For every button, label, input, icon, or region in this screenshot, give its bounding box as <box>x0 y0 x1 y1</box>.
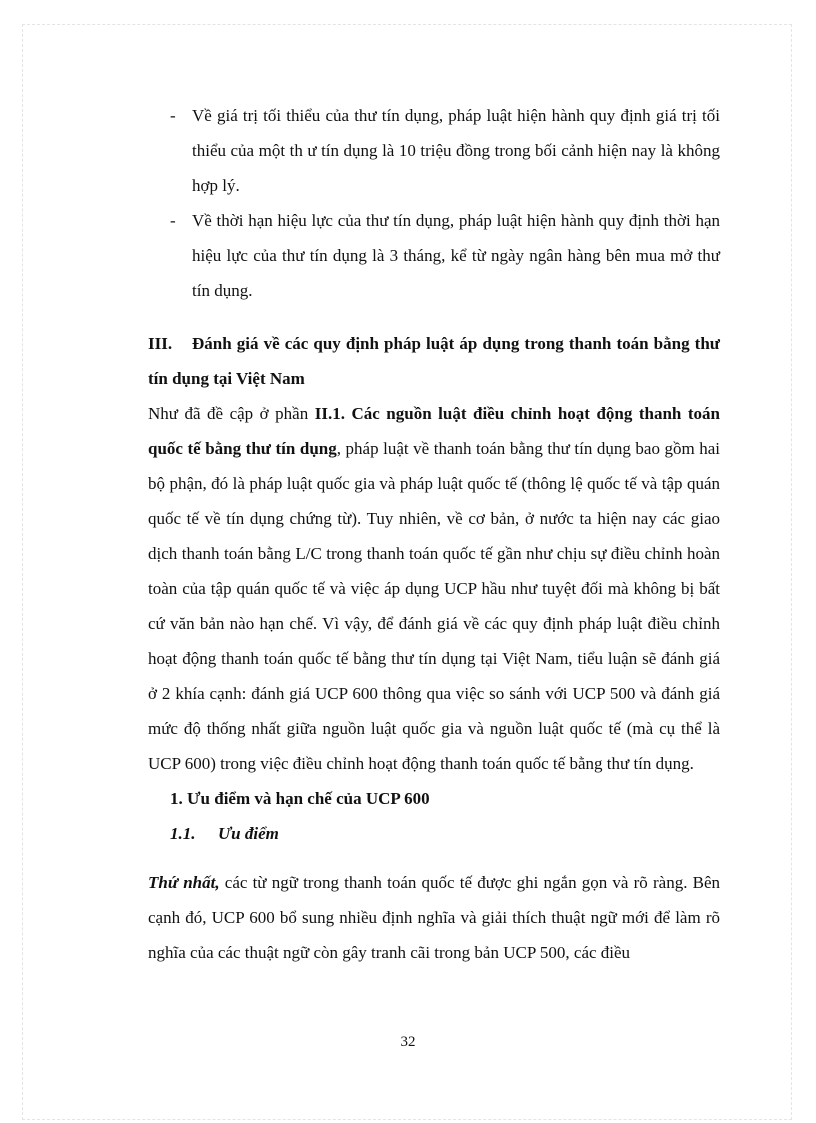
intro-bold-reference: II.1. Các nguồn luật điều chỉnh hoạt động thanh toán quốc tế bằng thư tín dụng <box>148 404 720 458</box>
intro-text-after: , pháp luật về thanh toán bằng thư tín dụng bao gồm hai bộ phận, đó là pháp luật quốc gia và pháp luật quốc tế (thông lệ quốc tế và tập quán quốc tế về tín dụng chứng từ). Tuy nhiên, về cơ bản, ở nước ta hiện nay các giao dịch thanh toán bằng L/C trong thanh toán quốc tế gần như chịu sự điều chỉnh hoàn toàn của tập quán quốc tế và việc áp dụng UCP hầu như tuyệt đối mà không bị bất cứ văn bản nào hạn chế. Vì vậy, để đánh giá về các quy định pháp luật điều chỉnh hoạt động thanh toán quốc tế bằng thư tín dụng tại Việt Nam, tiểu luận sẽ đánh giá ở 2 khía cạnh: đánh giá UCP 600 thông qua việc so sánh với UCP 500 và đánh giá mức độ thống nhất giữa nguồn luật quốc gia và nguồn luật quốc tế (mà cụ thể là UCP 600) trong việc điều chỉnh hoạt động thanh toán quốc tế bằng thư tín dụng. <box>148 439 720 773</box>
subsubsection-number: 1.1. <box>170 824 196 843</box>
intro-paragraph <box>148 396 720 781</box>
subsubsection-heading <box>148 816 720 851</box>
bullet-dash: - <box>170 211 176 230</box>
subsection-heading: 1. Ưu điểm và hạn chế của UCP 600 <box>170 789 430 808</box>
document-body <box>148 98 720 970</box>
first-point-text: các từ ngữ trong thanh toán quốc tế được ghi ngắn gọn và rõ ràng. Bên cạnh đó, UCP 600 bổ sung nhiều định nghĩa và giải thích thuật ngữ mới để làm rõ nghĩa của các thuật ngữ còn gây tranh cãi trong bản UCP 500, các điều <box>148 873 721 962</box>
subsubsection-title: Ưu điểm <box>218 824 279 843</box>
bullet-item <box>148 98 720 203</box>
spacer <box>148 851 720 865</box>
section-title: Đánh giá về các quy định pháp luật áp dụng trong thanh toán bằng thư tín dụng tại Việt Nam <box>148 334 720 388</box>
bullet-text: Về giá trị tối thiểu của thư tín dụng, pháp luật hiện hành quy định giá trị tối thiểu của một th ư tín dụng là 10 triệu đồng trong bối cảnh hiện nay là không hợp lý. <box>192 106 720 195</box>
first-point-paragraph <box>148 865 720 970</box>
intro-text-before: Như đã đề cập ở phần <box>148 404 315 423</box>
page-number: 32 <box>400 1034 416 1050</box>
section-heading <box>148 326 720 396</box>
first-point-lead: Thứ nhất, <box>148 873 220 892</box>
bullet-dash: - <box>170 106 176 125</box>
bullet-item <box>148 203 720 308</box>
bullet-text: Về thời hạn hiệu lực của thư tín dụng, pháp luật hiện hành quy định thời hạn hiệu lực của thư tín dụng là 3 tháng, kể từ ngày ngân hàng bên mua mở thư tín dụng. <box>192 211 720 300</box>
section-number: III. <box>148 334 173 353</box>
